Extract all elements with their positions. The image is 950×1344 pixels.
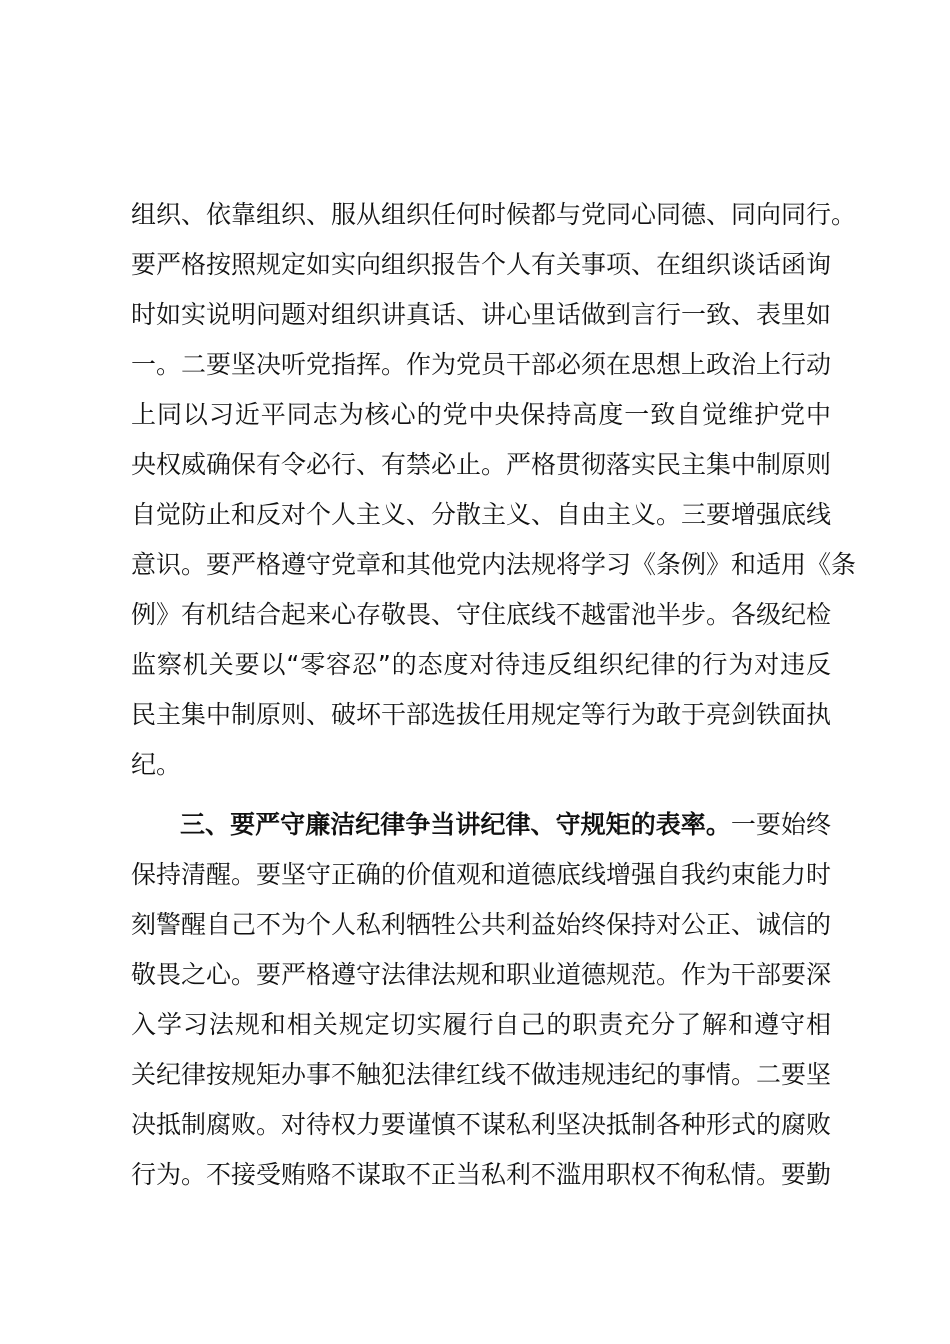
text-line: 保持清醒。要坚守正确的价值观和道德底线增强自我约束能力时: [131, 860, 832, 889]
text-line: 一。二要坚决听党指挥。作为党员干部必须在思想上政治上行动: [131, 350, 832, 379]
text-line: 关纪律按规矩办事不触犯法律红线不做违规违纪的事情。二要坚: [131, 1060, 832, 1089]
text-line: 决抵制腐败。对待权力要谨慎不谋私利坚决抵制各种形式的腐败: [131, 1110, 832, 1139]
text-line: 意识。要严格遵守党章和其他党内法规将学习《条例》和适用《条: [131, 550, 857, 579]
text-line: 敬畏之心。要严格遵守法律法规和职业道德规范。作为干部要深: [131, 960, 832, 989]
text-line: 行为。不接受贿赂不谋取不正当私利不滥用职权不徇私情。要勤: [131, 1160, 832, 1189]
text-line: 要严格按照规定如实向组织报告个人有关事项、在组织谈话函询: [131, 250, 832, 279]
text-line: 上同以习近平同志为核心的党中央保持高度一致自觉维护党中: [131, 400, 831, 429]
text-line: 组织、依靠组织、服从组织任何时候都与党同心同德、同向同行。: [131, 200, 857, 229]
text-line: 纪。: [131, 750, 182, 779]
text-line: 刻警醒自己不为个人私利牺牲公共利益始终保持对公正、诚信的: [131, 910, 832, 939]
heading-line-rest: 一要始终: [730, 810, 831, 839]
text-line: 例》有机结合起来心存敬畏、守住底线不越雷池半步。各级纪检: [131, 600, 832, 629]
section-heading: 三、要严守廉洁纪律争当讲纪律、守规矩的表率。: [180, 810, 731, 839]
text-line: 入学习法规和相关规定切实履行自己的职责充分了解和遵守相: [131, 1010, 831, 1039]
text-line: 自觉防止和反对个人主义、分散主义、自由主义。三要增强底线: [131, 500, 832, 529]
text-line: 民主集中制原则、破坏干部选拔任用规定等行为敢于亮剑铁面执: [131, 700, 832, 729]
text-line: 监察机关要以“零容忍”的态度对待违反组织纪律的行为对违反: [131, 650, 831, 679]
text-line: 央权威确保有令必行、有禁必止。严格贯彻落实民主集中制原则: [131, 450, 832, 479]
heading-line: [180, 810, 831, 840]
text-line: 时如实说明问题对组织讲真话、讲心里话做到言行一致、表里如: [131, 300, 832, 329]
